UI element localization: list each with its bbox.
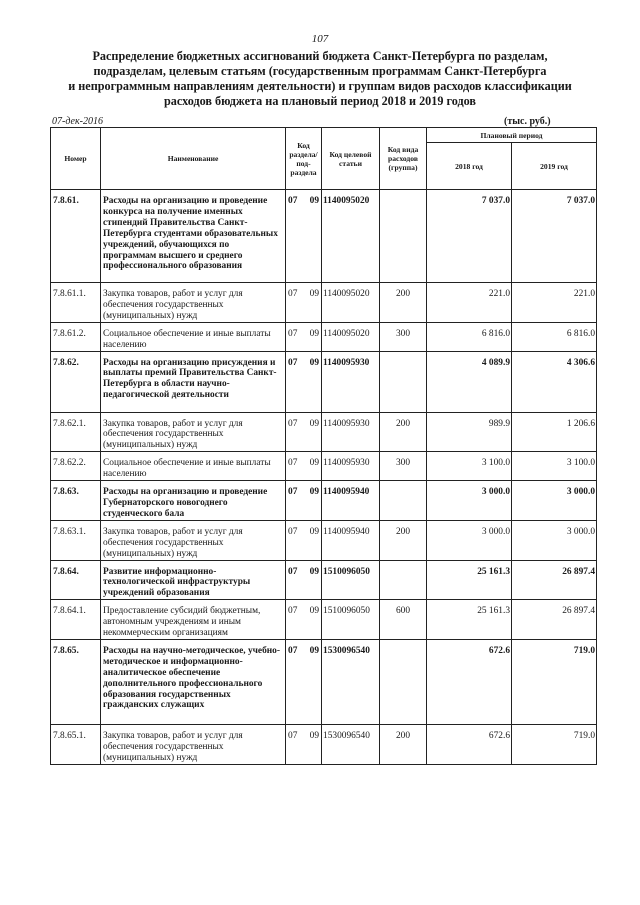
subsection-code: 09 [309, 606, 319, 617]
section-code: 07 [288, 196, 298, 206]
table-row [51, 646, 597, 725]
row-amount-2019: 221.0 [512, 289, 597, 322]
row-amount-2019: 3 100.0 [512, 458, 597, 480]
section-code: 07 [288, 487, 298, 498]
row-name: Закупка товаров, работ и услуг для обеспечения государственных (муниципальных) нужд [101, 527, 286, 560]
row-section-code [286, 329, 322, 351]
section-code: 07 [288, 566, 298, 577]
section-code: 07 [288, 526, 298, 537]
row-target-code: 1510096050 [322, 567, 380, 600]
section-code: 07 [288, 357, 298, 368]
row-name: Расходы на организацию и проведение Губернаторского новогоднего студенческого бала [101, 487, 286, 520]
row-section-code [286, 527, 322, 560]
row-section-code [286, 419, 322, 452]
row-expense-type: 200 [380, 289, 427, 322]
row-section-code [286, 196, 322, 283]
row-expense-type: 300 [380, 329, 427, 351]
row-number: 7.8.65.1. [51, 731, 101, 764]
subsection-code: 09 [309, 526, 319, 537]
section-code: 07 [288, 645, 298, 656]
budget-table [50, 127, 597, 765]
row-number: 7.8.63.1. [51, 527, 101, 560]
row-target-code: 1530096540 [322, 646, 380, 725]
row-number: 7.8.61. [51, 196, 101, 283]
row-section-code [286, 606, 322, 639]
title-line: расходов бюджета на плановый период 2018 и 2019 годов [163, 94, 476, 108]
header-target-code: Код целевой статьи [322, 128, 380, 190]
row-section-code [286, 458, 322, 480]
table-row [51, 606, 597, 639]
row-amount-2019: 1 206.6 [512, 419, 597, 452]
section-code: 07 [288, 730, 298, 741]
row-amount-2018: 221.0 [427, 289, 512, 322]
row-amount-2019: 26 897.4 [512, 606, 597, 639]
row-target-code: 1140095940 [322, 487, 380, 520]
row-amount-2019: 3 000.0 [512, 487, 597, 520]
row-expense-type: 600 [380, 606, 427, 639]
row-name: Предоставление субсидий бюджетным, автономным учреждениям и иным некоммерческим организациям [101, 606, 286, 639]
row-amount-2018: 25 161.3 [427, 606, 512, 639]
header-year-2019: 2019 год [512, 143, 597, 190]
subsection-code: 09 [309, 730, 319, 741]
row-amount-2019: 719.0 [512, 646, 597, 725]
document-date: 07-дек-2016 [52, 116, 103, 127]
row-amount-2018: 7 037.0 [427, 196, 512, 283]
subsection-code: 09 [309, 418, 319, 429]
row-name: Расходы на научно-методическое, учебно-методическое и информационно-аналитическое обеспечение дополнительного профессионального образования государственных гражданских служащих [101, 646, 286, 725]
row-target-code: 1140095930 [322, 458, 380, 480]
table-row [51, 458, 597, 480]
table-row [51, 289, 597, 322]
row-name: Расходы на организацию присуждения и выплаты премий Правительства Санкт-Петербурга в области научно-педагогической деятельности [101, 358, 286, 413]
row-target-code: 1140095930 [322, 358, 380, 413]
header-section-code: Код раздела/ под-раздела [286, 128, 322, 190]
row-name: Закупка товаров, работ и услуг для обеспечения государственных (муниципальных) нужд [101, 419, 286, 452]
row-number: 7.8.61.1. [51, 289, 101, 322]
row-name: Социальное обеспечение и иные выплаты населению [101, 329, 286, 351]
row-amount-2018: 4 089.9 [427, 358, 512, 413]
row-expense-type [380, 196, 427, 283]
title-line: и непрограммным направлениям деятельности) и группам видов расходов классификации [68, 79, 572, 93]
row-name: Социальное обеспечение и иные выплаты населению [101, 458, 286, 480]
row-amount-2018: 3 100.0 [427, 458, 512, 480]
document-title [40, 49, 600, 109]
row-amount-2019: 4 306.6 [512, 358, 597, 413]
subsection-code: 09 [309, 357, 319, 368]
row-expense-type: 200 [380, 731, 427, 764]
row-target-code: 1530096540 [322, 731, 380, 764]
row-name: Закупка товаров, работ и услуг для обеспечения государственных (муниципальных) нужд [101, 731, 286, 764]
row-number: 7.8.65. [51, 646, 101, 725]
table-row [51, 329, 597, 351]
subsection-code: 09 [309, 458, 319, 469]
row-section-code [286, 646, 322, 725]
row-amount-2018: 672.6 [427, 731, 512, 764]
section-code: 07 [288, 606, 298, 617]
row-amount-2018: 6 816.0 [427, 329, 512, 351]
table-body [51, 190, 597, 765]
subsection-code: 09 [309, 487, 319, 498]
row-expense-type [380, 567, 427, 600]
row-amount-2018: 3 000.0 [427, 487, 512, 520]
units-label: (тыс. руб.) [504, 116, 551, 127]
subsection-code: 09 [309, 196, 319, 206]
table-row [51, 567, 597, 600]
row-section-code [286, 567, 322, 600]
row-section-code [286, 731, 322, 764]
subsection-code: 09 [309, 328, 319, 339]
row-amount-2019: 7 037.0 [512, 196, 597, 283]
header-name: Наименование [101, 128, 286, 190]
title-line: Распределение бюджетных ассигнований бюджета Санкт-Петербурга по разделам, [92, 49, 548, 63]
row-expense-type [380, 487, 427, 520]
row-expense-type [380, 358, 427, 413]
row-amount-2019: 6 816.0 [512, 329, 597, 351]
row-number: 7.8.61.2. [51, 329, 101, 351]
header-planned-period: Плановый период [427, 128, 597, 143]
section-code: 07 [288, 418, 298, 429]
title-line: подразделам, целевым статьям (государственным программам Санкт-Петербурга [93, 64, 547, 78]
row-amount-2018: 989.9 [427, 419, 512, 452]
table-row [51, 527, 597, 560]
row-target-code: 1140095020 [322, 196, 380, 283]
row-amount-2018: 672.6 [427, 646, 512, 725]
row-number: 7.8.62. [51, 358, 101, 413]
header-year-2018: 2018 год [427, 143, 512, 190]
row-target-code: 1140095020 [322, 329, 380, 351]
row-amount-2019: 26 897.4 [512, 567, 597, 600]
row-expense-type: 300 [380, 458, 427, 480]
section-code: 07 [288, 458, 298, 469]
table-row [51, 419, 597, 452]
row-amount-2019: 3 000.0 [512, 527, 597, 560]
row-amount-2018: 25 161.3 [427, 567, 512, 600]
row-number: 7.8.62.1. [51, 419, 101, 452]
row-amount-2018: 3 000.0 [427, 527, 512, 560]
row-name: Закупка товаров, работ и услуг для обеспечения государственных (муниципальных) нужд [101, 289, 286, 322]
table-row [51, 731, 597, 764]
row-target-code: 1140095940 [322, 527, 380, 560]
row-section-code [286, 289, 322, 322]
section-code: 07 [288, 289, 298, 299]
subsection-code: 09 [309, 566, 319, 577]
header-number: Номер [51, 128, 101, 190]
subsection-code: 09 [309, 289, 319, 299]
row-expense-type [380, 646, 427, 725]
row-target-code: 1510096050 [322, 606, 380, 639]
row-section-code [286, 487, 322, 520]
table-row [51, 487, 597, 520]
header-expense-type-code: Код вида расходов (группа) [380, 128, 427, 190]
row-number: 7.8.63. [51, 487, 101, 520]
row-section-code [286, 358, 322, 413]
section-code: 07 [288, 328, 298, 339]
row-name: Расходы на организацию и проведение конкурса на получение именных стипендий Правительства Санкт-Петербурга студентами образовательных учреждений, обучающихся по программам высшего и среднего профессионального образования [101, 196, 286, 283]
row-target-code: 1140095930 [322, 419, 380, 452]
row-expense-type: 200 [380, 419, 427, 452]
row-amount-2019: 719.0 [512, 731, 597, 764]
row-number: 7.8.62.2. [51, 458, 101, 480]
row-target-code: 1140095020 [322, 289, 380, 322]
row-number: 7.8.64.1. [51, 606, 101, 639]
table-row [51, 196, 597, 283]
page-number: 107 [311, 33, 329, 45]
row-expense-type: 200 [380, 527, 427, 560]
row-name: Развитие информационно-технологической инфраструктуры учреждений образования [101, 567, 286, 600]
subsection-code: 09 [309, 645, 319, 656]
row-number: 7.8.64. [51, 567, 101, 600]
table-row [51, 358, 597, 413]
